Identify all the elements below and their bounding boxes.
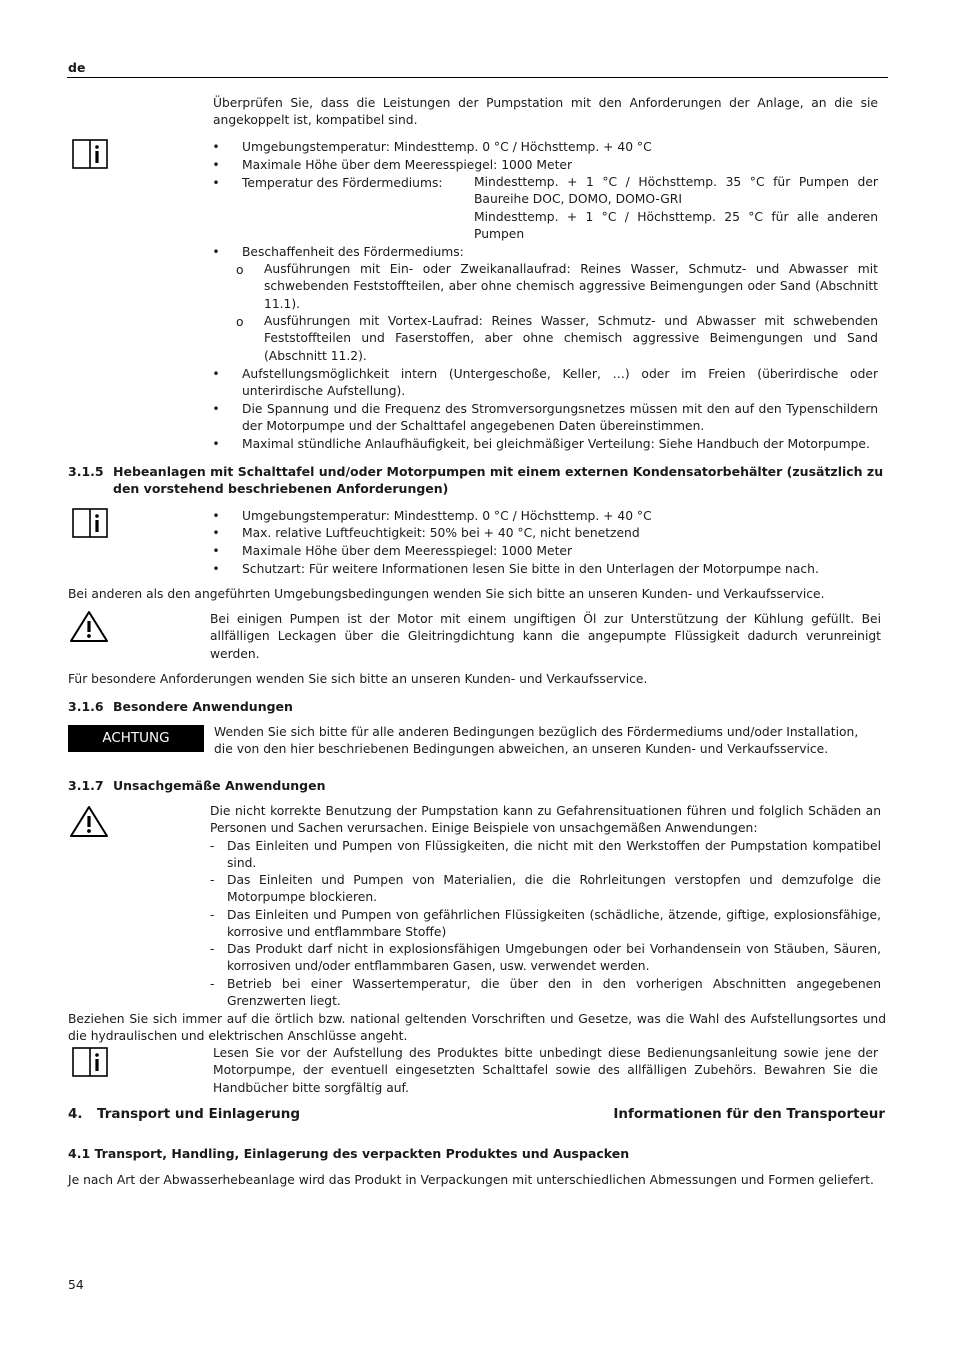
page-number: 54 xyxy=(68,1278,84,1292)
section-title: 4.1 Transport, Handling, Einlagerung des verpackten Produktes und Auspacken xyxy=(68,1146,630,1161)
chapter-number: 4. xyxy=(68,1106,83,1122)
warning-triangle-icon xyxy=(69,610,109,643)
circle-mark: o xyxy=(236,315,244,329)
dash-mark: - xyxy=(210,873,215,887)
temperature-value-1: Mindesttemp. + 1 °C / Höchsttemp. 35 °C für Pumpen der Baureihe DOC, DOMO, DOMO-GRI xyxy=(474,175,878,207)
list-item: Die Spannung und die Frequenz des Stromversorgungsnetzes müssen mit den auf den Typenschildern der Motorpumpe und der Schalttafel angegebenen Daten übereinstimmen. xyxy=(242,402,878,434)
dash-mark: - xyxy=(210,839,215,853)
bullet-mark: • xyxy=(212,437,220,451)
list-item: Maximale Höhe über dem Meeresspiegel: 1000 Meter xyxy=(242,544,573,558)
section-title: Unsachgemäße Anwendungen xyxy=(113,778,326,793)
manual-info-icon xyxy=(72,508,108,538)
list-item: Aufstellungsmöglichkeit intern (Untergeschoße, Keller, …) oder im Freien (überirdische oder unterirdische Aufstellung). xyxy=(242,367,878,399)
section-title: Hebeanlagen mit Schalttafel und/oder Motorpumpen mit einem externen Kondensatorbehälter (zusätzlich zu den vorstehend beschriebenen Anforderungen) xyxy=(113,464,884,497)
list-item: Betrieb bei einer Wassertemperatur, die über den in den vorherigen Abschnitten angegebenen Grenzwerten liegt. xyxy=(227,977,881,1009)
sub-list-item: Ausführungen mit Ein- oder Zweikanallaufrad: Reines Wasser, Schmutz- und Abwasser mit schwebenden Feststoffteilen, aber ohne chemisch aggressive Beimengungen oder Sand (Abschnitt 11.1). xyxy=(264,262,878,311)
section-number: 3.1.6 xyxy=(68,699,104,714)
list-item: Maximale Höhe über dem Meeresspiegel: 1000 Meter xyxy=(242,158,573,172)
bullet-mark: • xyxy=(212,562,220,576)
bullet-mark: • xyxy=(212,245,220,259)
bullet-mark: • xyxy=(212,526,220,540)
info-text: Lesen Sie vor der Aufstellung des Produktes bitte unbedingt diese Bedienungsanleitung sowie jene der Motorpumpe, der eventuell eingesetzten Schalttafel sowie des allfälligen Zubehörs. Bewahren Sie die Handbücher bitte sorgfältig auf. xyxy=(213,1046,878,1095)
achtung-badge: ACHTUNG xyxy=(68,725,204,752)
list-item: Beschaffenheit des Fördermediums: xyxy=(242,245,464,259)
paragraph: Beziehen Sie sich immer auf die örtlich bzw. national geltenden Vorschriften und Gesetze, was die Wahl des Aufstellungsortes und die hydraulischen und elektrischen Anschlüsse angeht. xyxy=(68,1012,886,1044)
bullet-mark: • xyxy=(212,176,220,190)
intro-paragraph: Überprüfen Sie, dass die Leistungen der Pumpstation mit den Anforderungen der Anlage, an die sie angekoppelt ist, kompatibel sind. xyxy=(213,96,878,128)
paragraph: Bei anderen als den angeführten Umgebungsbedingungen wenden Sie sich bitte an unseren Kunden- und Verkaufsservice. xyxy=(68,587,825,601)
paragraph: Für besondere Anforderungen wenden Sie sich bitte an unseren Kunden- und Verkaufsservice. xyxy=(68,672,648,686)
achtung-text: Wenden Sie sich bitte für alle anderen Bedingungen bezüglich des Fördermediums und/oder Installation, die von den hier beschriebenen Bedingungen abweichen, an unseren Kunden- und Verkaufsservice. xyxy=(214,725,859,757)
language-code: de xyxy=(68,60,86,75)
dash-mark: - xyxy=(210,908,215,922)
dash-mark: - xyxy=(210,977,215,991)
header-rule xyxy=(67,77,888,78)
list-item: Umgebungstemperatur: Mindesttemp. 0 °C / Höchsttemp. + 40 °C xyxy=(242,509,652,523)
misuse-intro: Die nicht korrekte Benutzung der Pumpstation kann zu Gefahrensituationen führen und folglich Schäden an Personen und Sachen verursachen. Einige Beispiele von unsachgemäßen Anwendungen: xyxy=(210,804,881,836)
bullet-mark: • xyxy=(212,158,220,172)
section-number: 3.1.5 xyxy=(68,464,104,479)
manual-info-icon xyxy=(72,1047,108,1077)
list-item: Max. relative Luftfeuchtigkeit: 50% bei + 40 °C, nicht benetzend xyxy=(242,526,640,540)
chapter-subtitle: Informationen für den Transporteur xyxy=(613,1106,885,1122)
temperature-value-2: Mindesttemp. + 1 °C / Höchsttemp. 25 °C für alle anderen Pumpen xyxy=(474,210,878,242)
chapter-title: Transport und Einlagerung xyxy=(97,1106,301,1122)
manual-info-icon xyxy=(72,139,108,169)
list-item: Schutzart: Für weitere Informationen lesen Sie bitte in den Unterlagen der Motorpumpe nach. xyxy=(242,562,819,576)
section-title: Besondere Anwendungen xyxy=(113,699,293,714)
paragraph: Je nach Art der Abwasserhebeanlage wird das Produkt in Verpackungen mit unterschiedlichen Abmessungen und Formen geliefert. xyxy=(68,1173,874,1187)
bullet-mark: • xyxy=(212,367,220,381)
circle-mark: o xyxy=(236,263,244,277)
bullet-mark: • xyxy=(212,509,220,523)
bullet-mark: • xyxy=(212,544,220,558)
bullet-mark: • xyxy=(212,402,220,416)
bullet-mark: • xyxy=(212,140,220,154)
list-item: Das Produkt darf nicht in explosionsfähigen Umgebungen oder bei Vorhandensein von Stäuben, Säuren, korrosiven und/oder entflammbaren Gasen, usw. verwendet werden. xyxy=(227,942,881,974)
list-item: Das Einleiten und Pumpen von gefährlichen Flüssigkeiten (schädliche, ätzende, giftige, explosionsfähige, korrosive und entflammbare Stoffe) xyxy=(227,908,881,940)
sub-list-item: Ausführungen mit Vortex-Laufrad: Reines Wasser, Schmutz- und Abwasser mit schwebenden Feststoffteilen und Faserstoffen, aber ohne chemisch aggressive Beimengungen und Sand (Abschnitt 11.2). xyxy=(264,314,878,363)
list-item: Das Einleiten und Pumpen von Flüssigkeiten, die nicht mit den Werkstoffen der Pumpstation kompatibel sind. xyxy=(227,839,881,871)
list-item: Umgebungstemperatur: Mindesttemp. 0 °C / Höchsttemp. + 40 °C xyxy=(242,140,652,154)
warning-text: Bei einigen Pumpen ist der Motor mit einem ungiftigen Öl zur Unterstützung der Kühlung gefüllt. Bei allfälligen Leckagen über die Gleitringdichtung kann die angepumpte Flüssigkeit dadurch verunreinigt werden. xyxy=(210,612,881,661)
warning-triangle-icon xyxy=(69,805,109,838)
list-item: Das Einleiten und Pumpen von Materialien, die die Rohrleitungen verstopfen und demzufolge die Motorpumpe blockieren. xyxy=(227,873,881,905)
list-item: Maximal stündliche Anlaufhäufigkeit, bei gleichmäßiger Verteilung: Siehe Handbuch der Motorpumpe. xyxy=(242,437,870,451)
dash-mark: - xyxy=(210,942,215,956)
list-item-label: Temperatur des Fördermediums: xyxy=(242,176,443,190)
section-number: 3.1.7 xyxy=(68,778,104,793)
